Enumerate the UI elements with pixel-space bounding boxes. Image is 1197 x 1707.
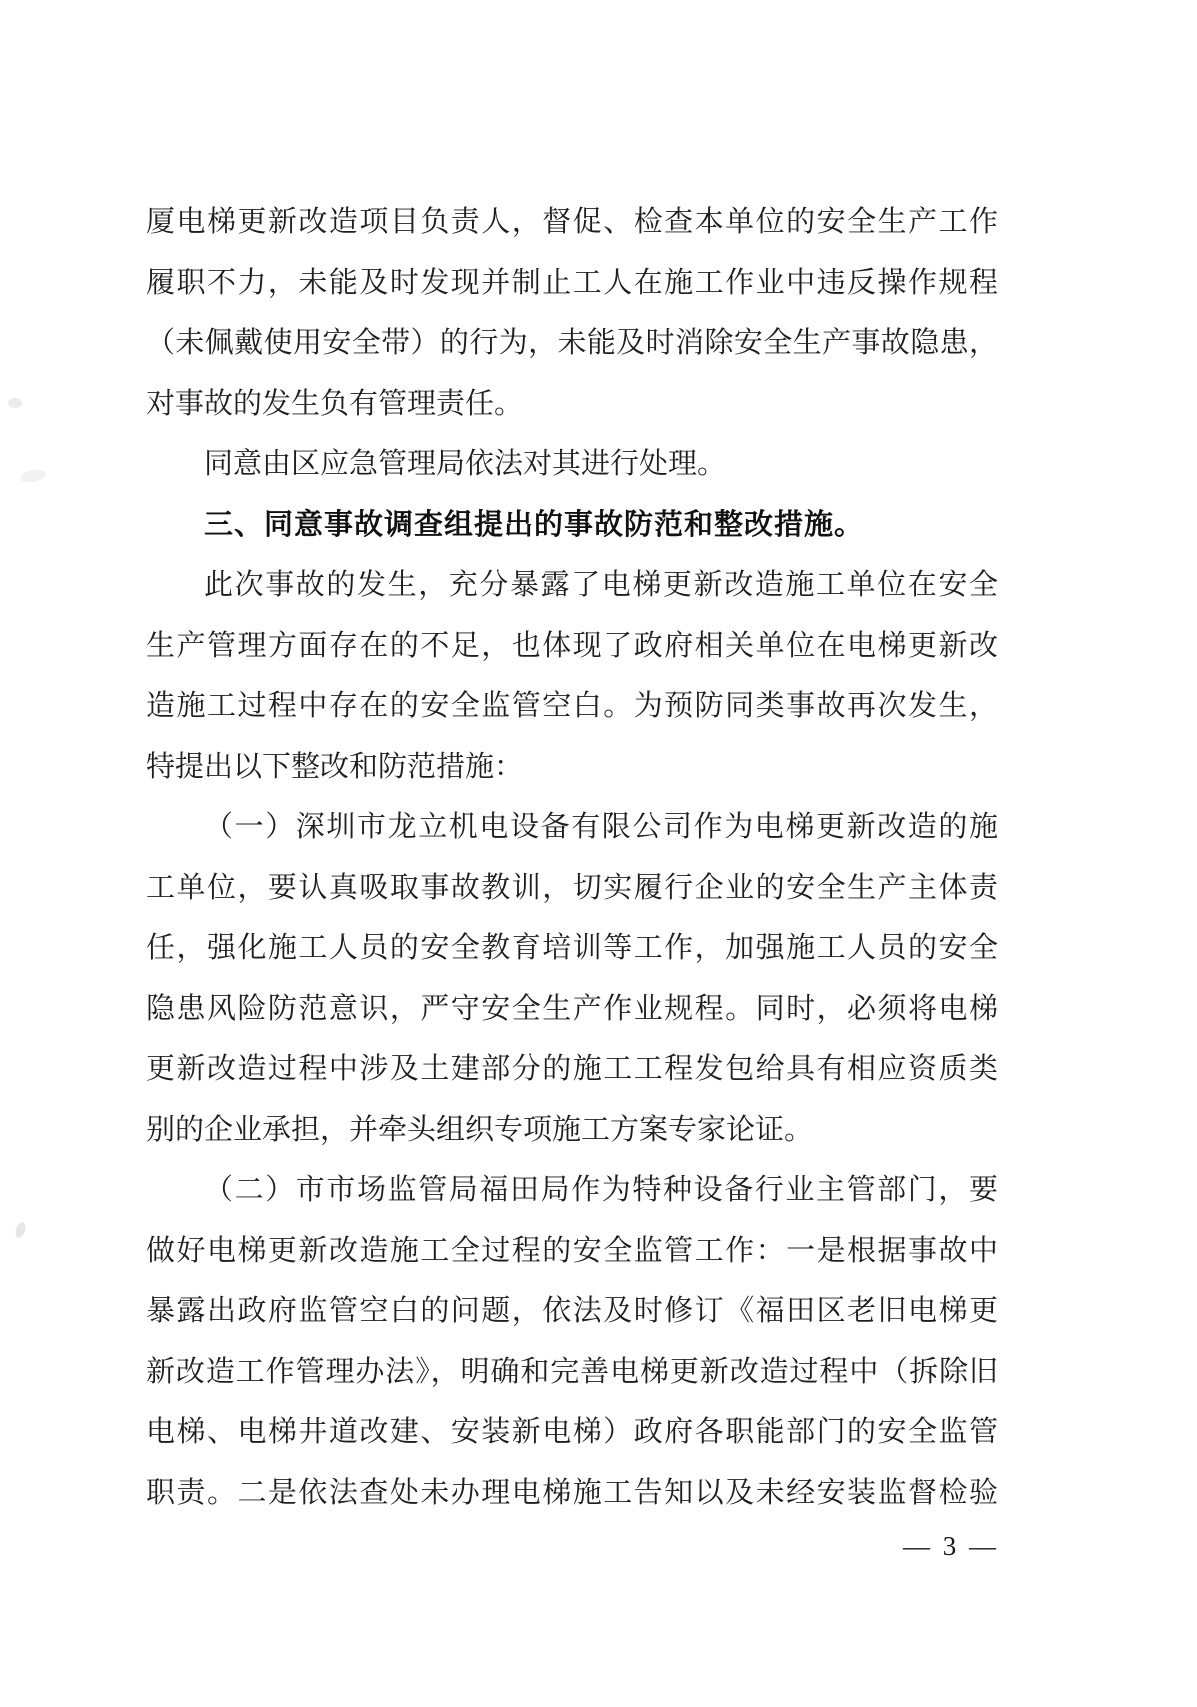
text-line: 履职不力，未能及时发现并制止工人在施工作业中违反操作规程	[146, 266, 998, 299]
text-line: 电梯、电梯井道改建、安装新电梯）政府各职能部门的安全监管	[146, 1416, 998, 1448]
text-line: 厦电梯更新改造项目负责人，督促、检查本单位的安全生产工作	[146, 206, 998, 238]
text-line: （未佩戴使用安全带）的行为，未能及时消除安全生产事故隐患，	[146, 327, 998, 359]
text-line: 隐患风险防范意识，严守安全生产作业规程。同时，必须将电梯	[146, 992, 998, 1025]
text-line: 别的企业承担，并牵头组织专项施工方案专家论证。	[146, 1113, 814, 1146]
text-line: 任，强化施工人员的安全教育培训等工作，加强施工人员的安全	[146, 932, 998, 964]
text-line-item-1: （一）深圳市龙立机电设备有限公司作为电梯更新改造的施	[204, 811, 998, 843]
scan-artifact	[19, 467, 47, 484]
text-line: 暴露出政府监管空白的问题，依法及时修订《福田区老旧电梯更	[146, 1295, 998, 1327]
text-line: 对事故的发生负有管理责任。	[146, 387, 524, 420]
text-line-item-2: （二）市市场监管局福田局作为特种设备行业主管部门，要	[204, 1174, 998, 1206]
scan-artifact	[8, 398, 22, 408]
text-line: 更新改造过程中涉及土建部分的施工工程发包给具有相应资质类	[146, 1053, 998, 1085]
text-line: 此次事故的发生，充分暴露了电梯更新改造施工单位在安全	[204, 569, 998, 601]
text-line: 新改造工作管理办法》，明确和完善电梯更新改造过程中（拆除旧	[146, 1355, 998, 1388]
section-3-heading: 三、同意事故调查组提出的事故防范和整改措施。	[204, 508, 865, 541]
text-line: 造施工过程中存在的安全监管空白。为预防同类事故再次发生，	[146, 690, 998, 722]
page-number: — 3 —	[903, 1531, 999, 1561]
text-line: 做好电梯更新改造施工全过程的安全监管工作：一是根据事故中	[146, 1234, 998, 1267]
document-body	[146, 192, 998, 1523]
text-line: 生产管理方面存在的不足，也体现了政府相关单位在电梯更新改	[146, 629, 998, 662]
scan-artifact	[14, 1221, 28, 1239]
text-line: 工单位，要认真吸取事故教训，切实履行企业的安全生产主体责	[146, 871, 998, 904]
text-line: 同意由区应急管理局依法对其进行处理。	[204, 448, 727, 480]
text-line: 特提出以下整改和防范措施：	[146, 750, 524, 783]
text-line: 职责。二是依法查处未办理电梯施工告知以及未经安装监督检验	[146, 1476, 998, 1509]
